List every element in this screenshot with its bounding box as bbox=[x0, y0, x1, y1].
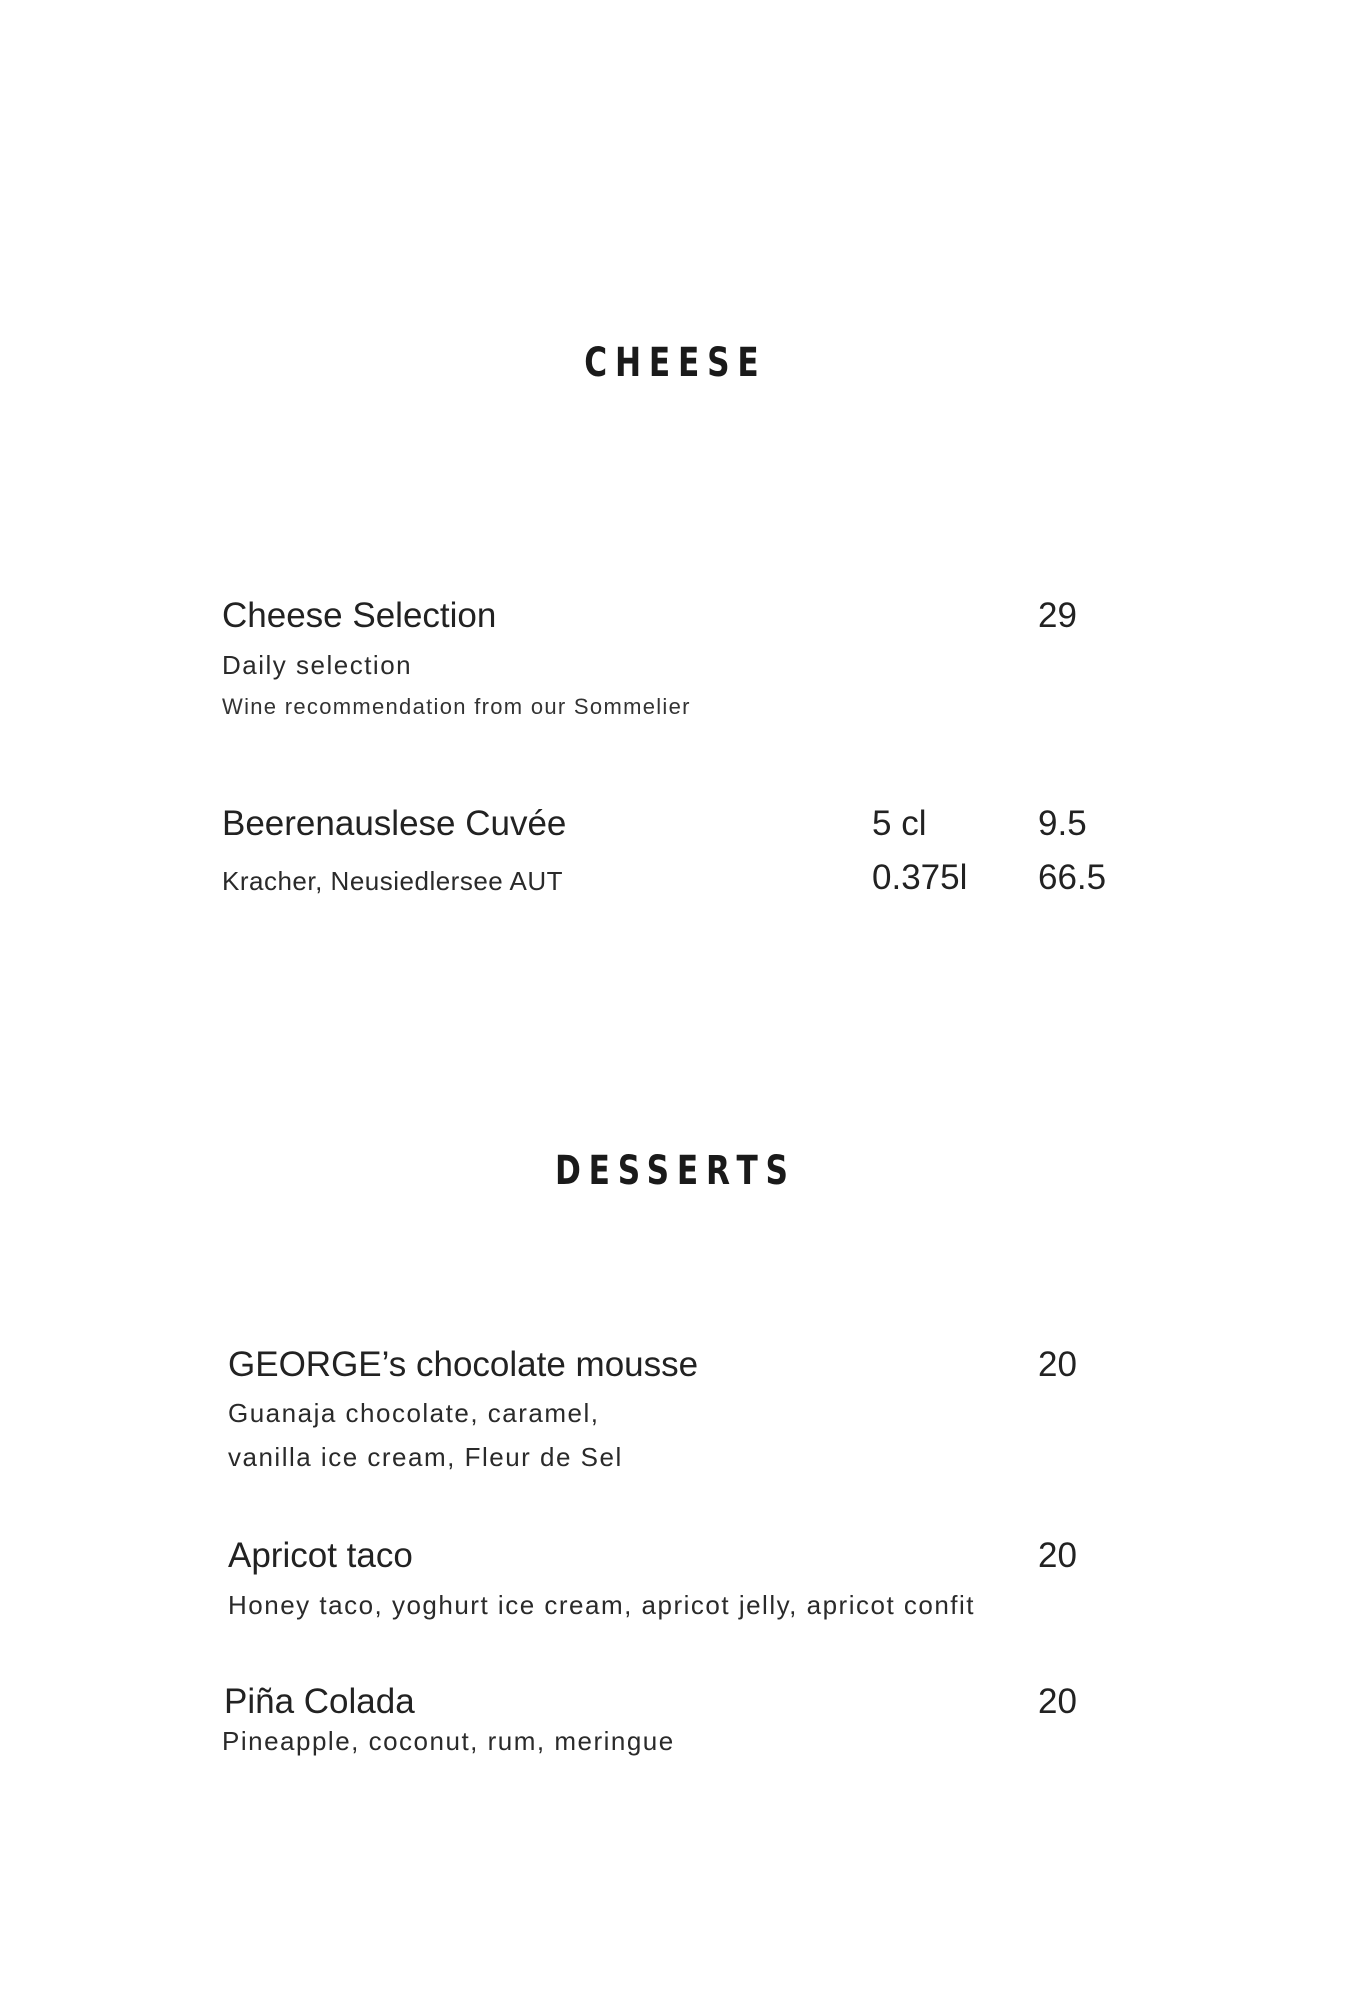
item-description-chocolate-mousse-line1: Guanaja chocolate, caramel, bbox=[228, 1398, 600, 1428]
item-price-apricot-taco: 20 bbox=[1038, 1536, 1077, 1575]
wine-size-bottle: 0.375l bbox=[872, 858, 968, 897]
item-description-cheese-selection: Daily selection bbox=[222, 650, 413, 680]
wine-price-bottle: 66.5 bbox=[1038, 858, 1107, 897]
item-name-chocolate-mousse: GEORGE’s chocolate mousse bbox=[228, 1345, 699, 1384]
item-name-cheese-selection: Cheese Selection bbox=[222, 596, 497, 635]
item-note-cheese-selection: Wine recommendation from our Sommelier bbox=[222, 694, 691, 719]
wine-name: Beerenauslese Cuvée bbox=[222, 804, 567, 843]
wine-size-glass: 5 cl bbox=[872, 804, 927, 843]
wine-price-glass: 9.5 bbox=[1038, 804, 1087, 843]
section-title-desserts: DESSERTS bbox=[554, 1148, 796, 1194]
wine-producer: Kracher, Neusiedlersee AUT bbox=[222, 866, 564, 896]
item-price-pina-colada: 20 bbox=[1038, 1682, 1077, 1721]
item-description-chocolate-mousse-line2: vanilla ice cream, Fleur de Sel bbox=[228, 1442, 623, 1472]
item-price-chocolate-mousse: 20 bbox=[1038, 1345, 1077, 1384]
section-title-cheese: CHEESE bbox=[584, 340, 767, 386]
item-description-apricot-taco: Honey taco, yoghurt ice cream, apricot jelly, apricot confit bbox=[228, 1590, 976, 1620]
item-price-cheese-selection: 29 bbox=[1038, 596, 1077, 635]
item-name-apricot-taco: Apricot taco bbox=[228, 1536, 413, 1575]
item-description-pina-colada: Pineapple, coconut, rum, meringue bbox=[222, 1726, 675, 1756]
item-name-pina-colada: Piña Colada bbox=[224, 1682, 415, 1721]
